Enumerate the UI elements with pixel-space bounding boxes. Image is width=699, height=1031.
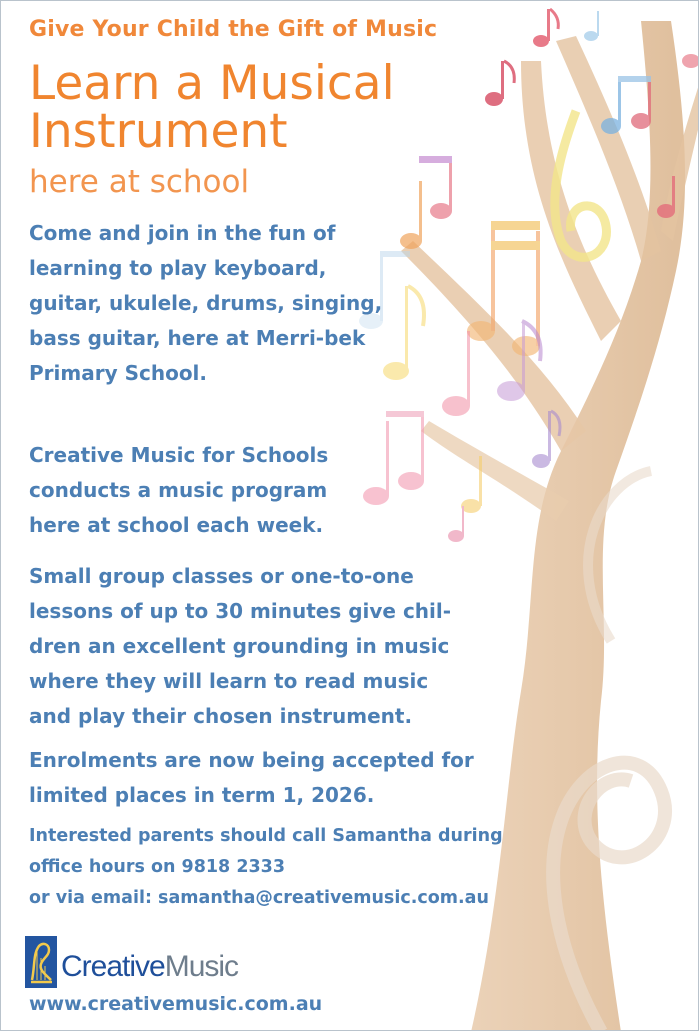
intro-paragraph [29,216,382,391]
text-line: and play their chosen instrument. [29,704,413,728]
text-line: Small group classes or one-to-one [29,564,414,588]
logo-word-music: Music [164,950,239,983]
text-line: here at school each week. [29,513,324,537]
text-line: lessons of up to 30 minutes give chil- [29,599,452,623]
text-line: Come and join in the fun of [29,221,336,245]
website-link[interactable]: www.creativemusic.com.au [29,993,323,1015]
text-line: bass guitar, here at Merri-bek [29,326,366,350]
text-line: Enrolments are now being accepted for [29,748,474,772]
text-line: Creative Music for Schools [29,443,329,467]
creative-music-logo [25,936,245,994]
logo-word-creative: Creative [61,950,165,983]
headline-line-2: Instrument [29,104,288,159]
text-line: conducts a music program [29,478,328,502]
subheadline: here at school [29,164,250,200]
music-note-icon [485,61,514,106]
enrolment-paragraph [29,743,474,813]
text-line: where they will learn to read music [29,669,429,693]
text-line: Interested parents should call Samantha during [29,826,503,846]
program-paragraph [29,438,328,543]
logo-wordmark [61,950,238,984]
text-line: Primary School. [29,361,208,385]
text-line: dren an excellent grounding in music [29,634,450,658]
headline-line-1: Learn a Musical [29,56,395,111]
harp-logo-icon [25,936,57,988]
lessons-paragraph [29,559,451,734]
contact-paragraph [29,821,503,914]
text-line: guitar, ukulele, drums, singing, [29,291,383,315]
kicker-heading: Give Your Child the Gift of Music [29,17,438,42]
contact-email-line[interactable]: or via email: samantha@creativemusic.com.au [29,888,489,908]
text-line: office hours on 9818 2333 [29,857,286,877]
text-line: limited places in term 1, 2026. [29,783,375,807]
text-line: learning to play keyboard, [29,256,327,280]
